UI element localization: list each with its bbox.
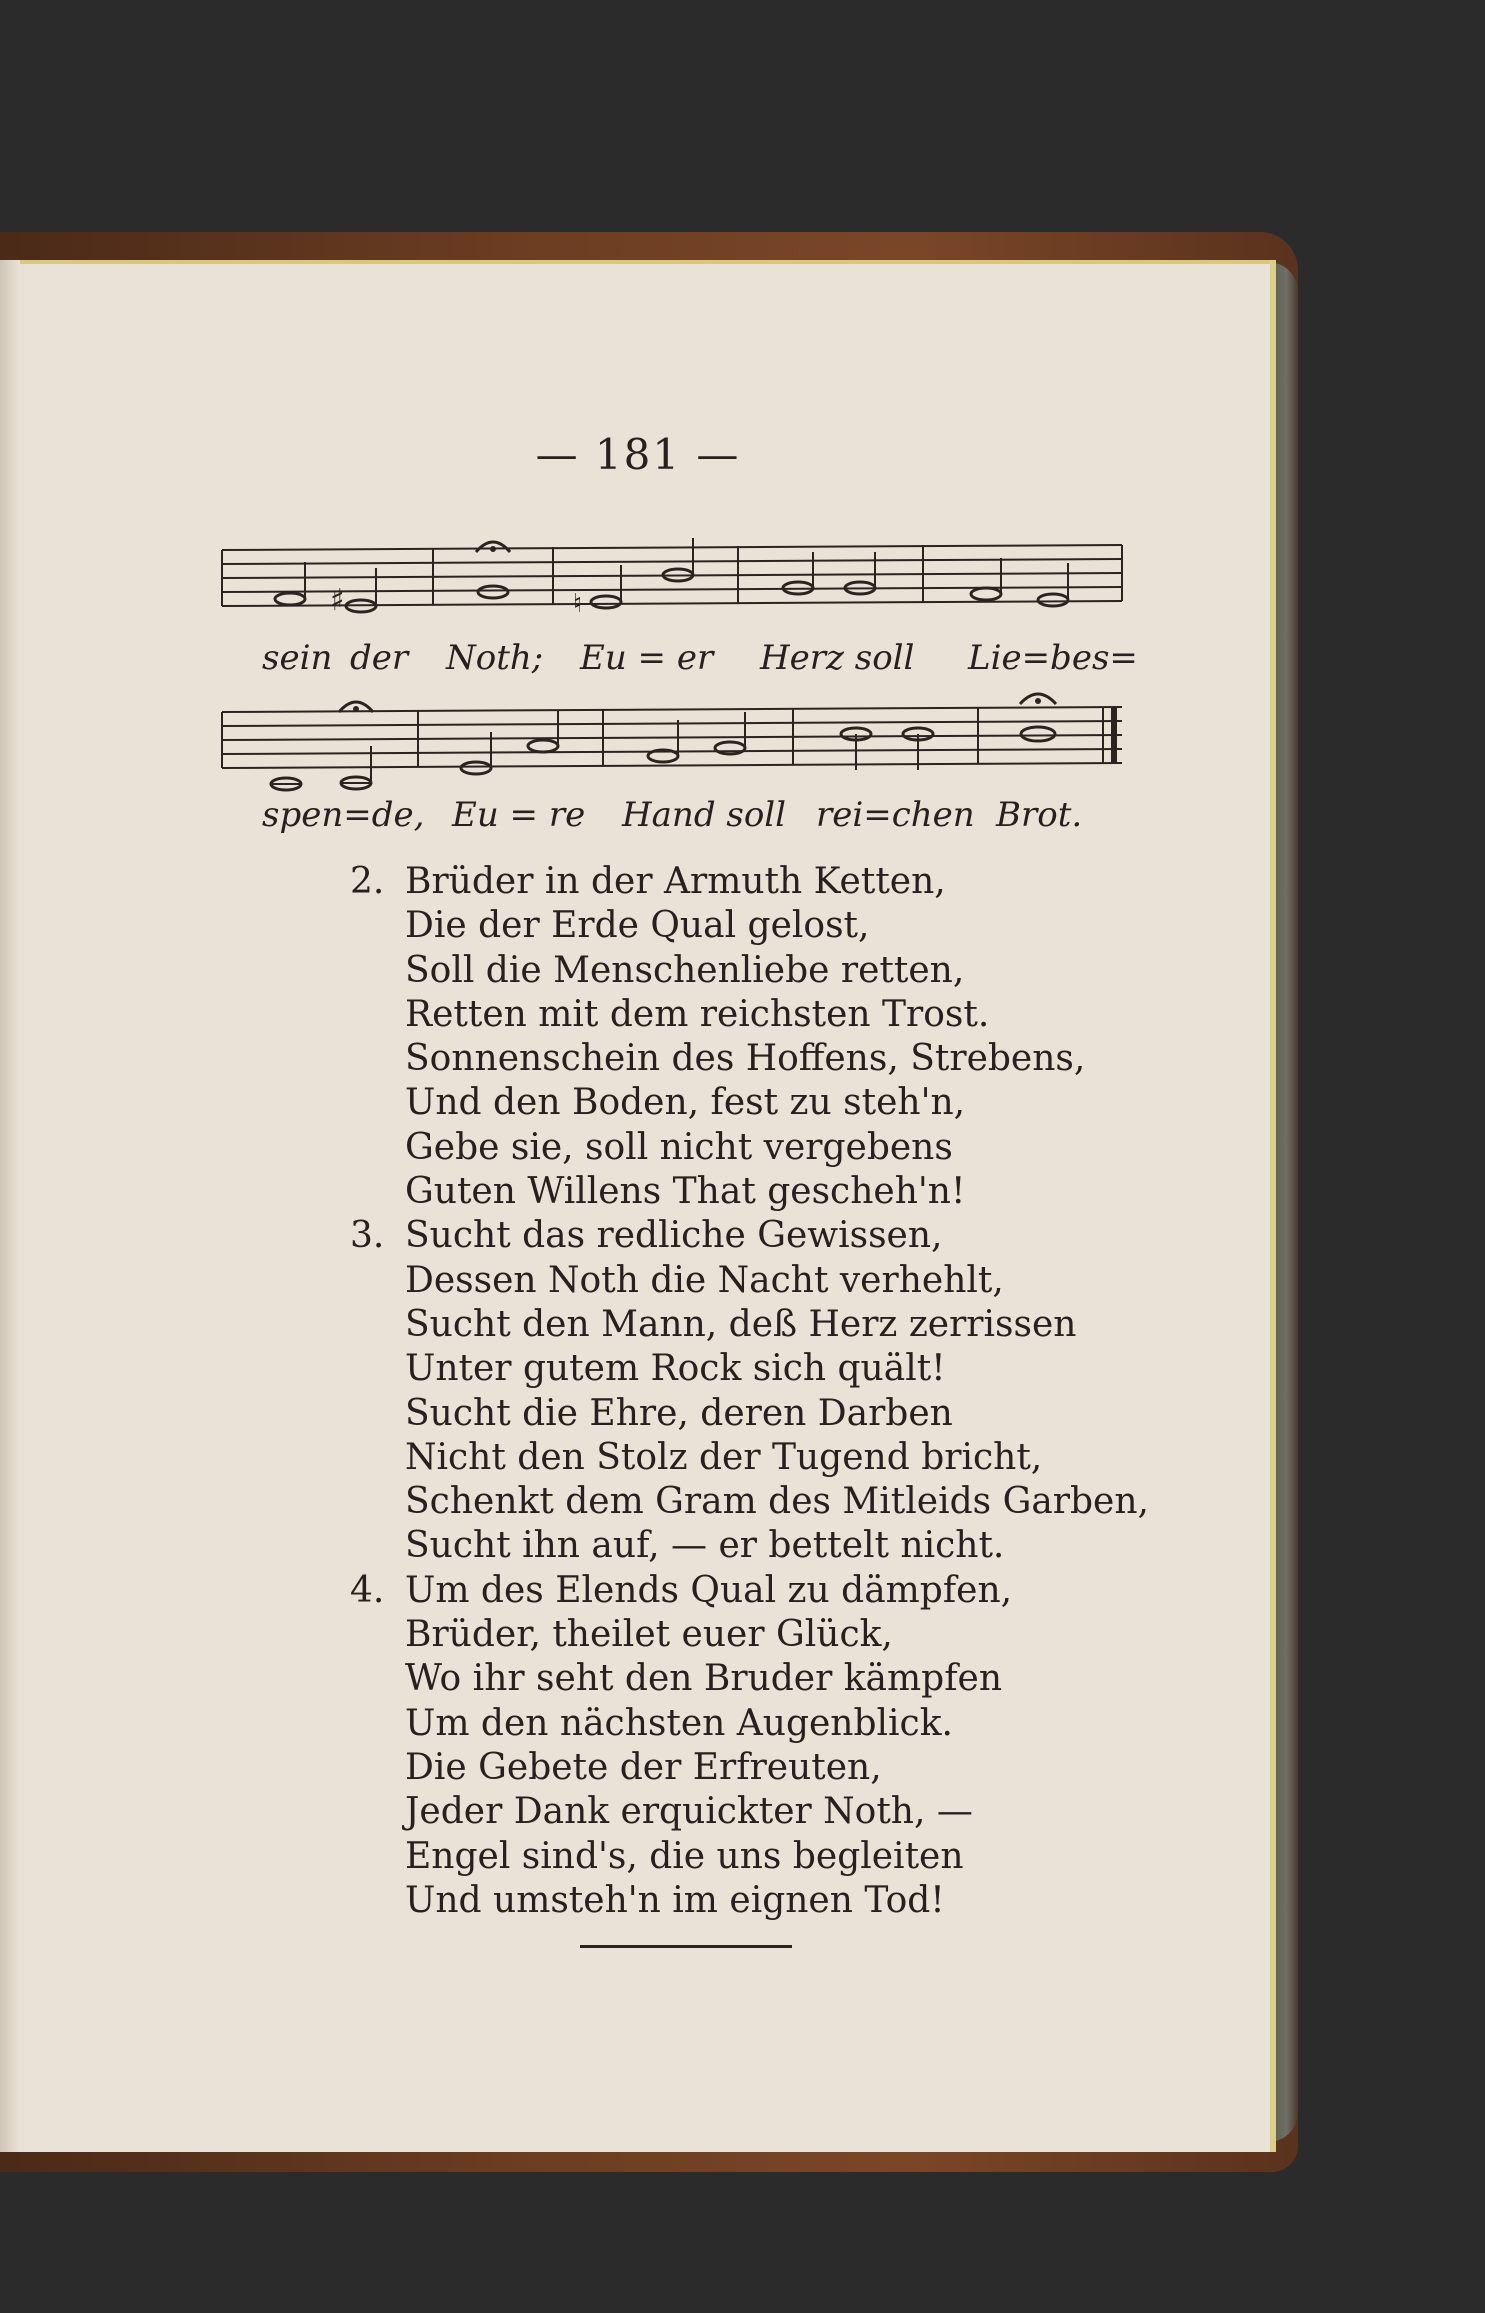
note — [1021, 727, 1055, 741]
verse-line: Dessen Noth die Nacht verhehlt, — [405, 1259, 1004, 1301]
verse-line: 2. Brüder in der Armuth Ketten, — [350, 860, 1130, 904]
verse-number: 3. — [350, 1215, 385, 1257]
note — [528, 740, 558, 752]
verse-line: 3. Sucht das redliche Gewissen, — [350, 1214, 1130, 1258]
lyric: Herz soll — [760, 638, 915, 678]
note — [461, 762, 491, 774]
lyric: Hand soll — [622, 795, 787, 835]
verse-line: Sucht ihn auf, — er bettelt nicht. — [405, 1525, 1005, 1567]
lyric: Lie=bes= — [968, 638, 1138, 678]
verse-line: Unter gutem Rock sich quält! — [405, 1348, 946, 1390]
verse-number: 2. — [350, 861, 385, 902]
lyrics-row-1 — [0, 638, 1276, 688]
verse-line: Guten Willens That gescheh'n! — [405, 1171, 966, 1213]
verse-line: Um den nächsten Augenblick. — [405, 1702, 953, 1744]
verse-line: Sucht die Ehre, deren Darben — [405, 1392, 953, 1434]
lyric: Eu = re — [452, 795, 586, 835]
lyrics-row-2 — [0, 795, 1276, 845]
verse-line: Nicht den Stolz der Tugend bricht, — [405, 1436, 1043, 1478]
lyric: spen=de, — [262, 795, 425, 835]
natural-sign: ♮ — [573, 589, 583, 619]
verse-line: Jeder Dank erquickter Noth, — — [405, 1791, 973, 1833]
note — [275, 593, 305, 605]
music-staff-2 — [218, 690, 1128, 800]
verse-line: Schenkt dem Gram des Mitleids Garben, — [405, 1481, 1149, 1523]
music-staff-1 — [218, 530, 1128, 640]
verse-line: Retten mit dem reichsten Trost. — [405, 993, 990, 1035]
lyric: Eu = er — [580, 638, 714, 678]
verse-line: Und umsteh'n im eignen Tod! — [405, 1879, 945, 1921]
verse-line: Brüder, theilet euer Glück, — [405, 1614, 893, 1656]
lyric: rei=chen — [816, 795, 975, 835]
sharp-sign: ♯ — [330, 583, 345, 618]
note — [478, 586, 508, 598]
page-number: — 181 — — [535, 430, 741, 479]
verse-line: 4. Um des Elends Qual zu dämpfen, — [350, 1569, 1130, 1613]
note — [715, 742, 745, 754]
verse-line: Die Gebete der Erfreuten, — [405, 1746, 882, 1788]
note — [971, 588, 1001, 600]
verse-line: Engel sind's, die uns begleiten — [405, 1835, 964, 1877]
lyric: Brot. — [996, 795, 1083, 835]
verse-line: Wo ihr seht den Bruder kämpfen — [405, 1658, 1003, 1700]
verse-line: Sonnenschein des Hoffens, Strebens, — [405, 1038, 1086, 1080]
lyric: der — [350, 638, 409, 678]
verse-line: Soll die Menschenliebe retten, — [405, 949, 965, 991]
note — [1038, 594, 1068, 606]
verse-line: Gebe sie, soll nicht vergebens — [405, 1126, 953, 1168]
page-content — [0, 260, 1276, 2152]
lyric: Noth; — [446, 638, 544, 678]
verse-line: Und den Boden, fest zu steh'n, — [405, 1082, 966, 1124]
end-rule — [580, 1945, 792, 1948]
lyric: sein — [262, 638, 333, 678]
verse-line: Sucht den Mann, deß Herz zerrissen — [405, 1303, 1077, 1345]
verse-line: Die der Erde Qual gelost, — [405, 905, 870, 947]
verses — [350, 860, 1149, 1923]
note — [591, 596, 621, 608]
verse-number: 4. — [350, 1569, 385, 1611]
